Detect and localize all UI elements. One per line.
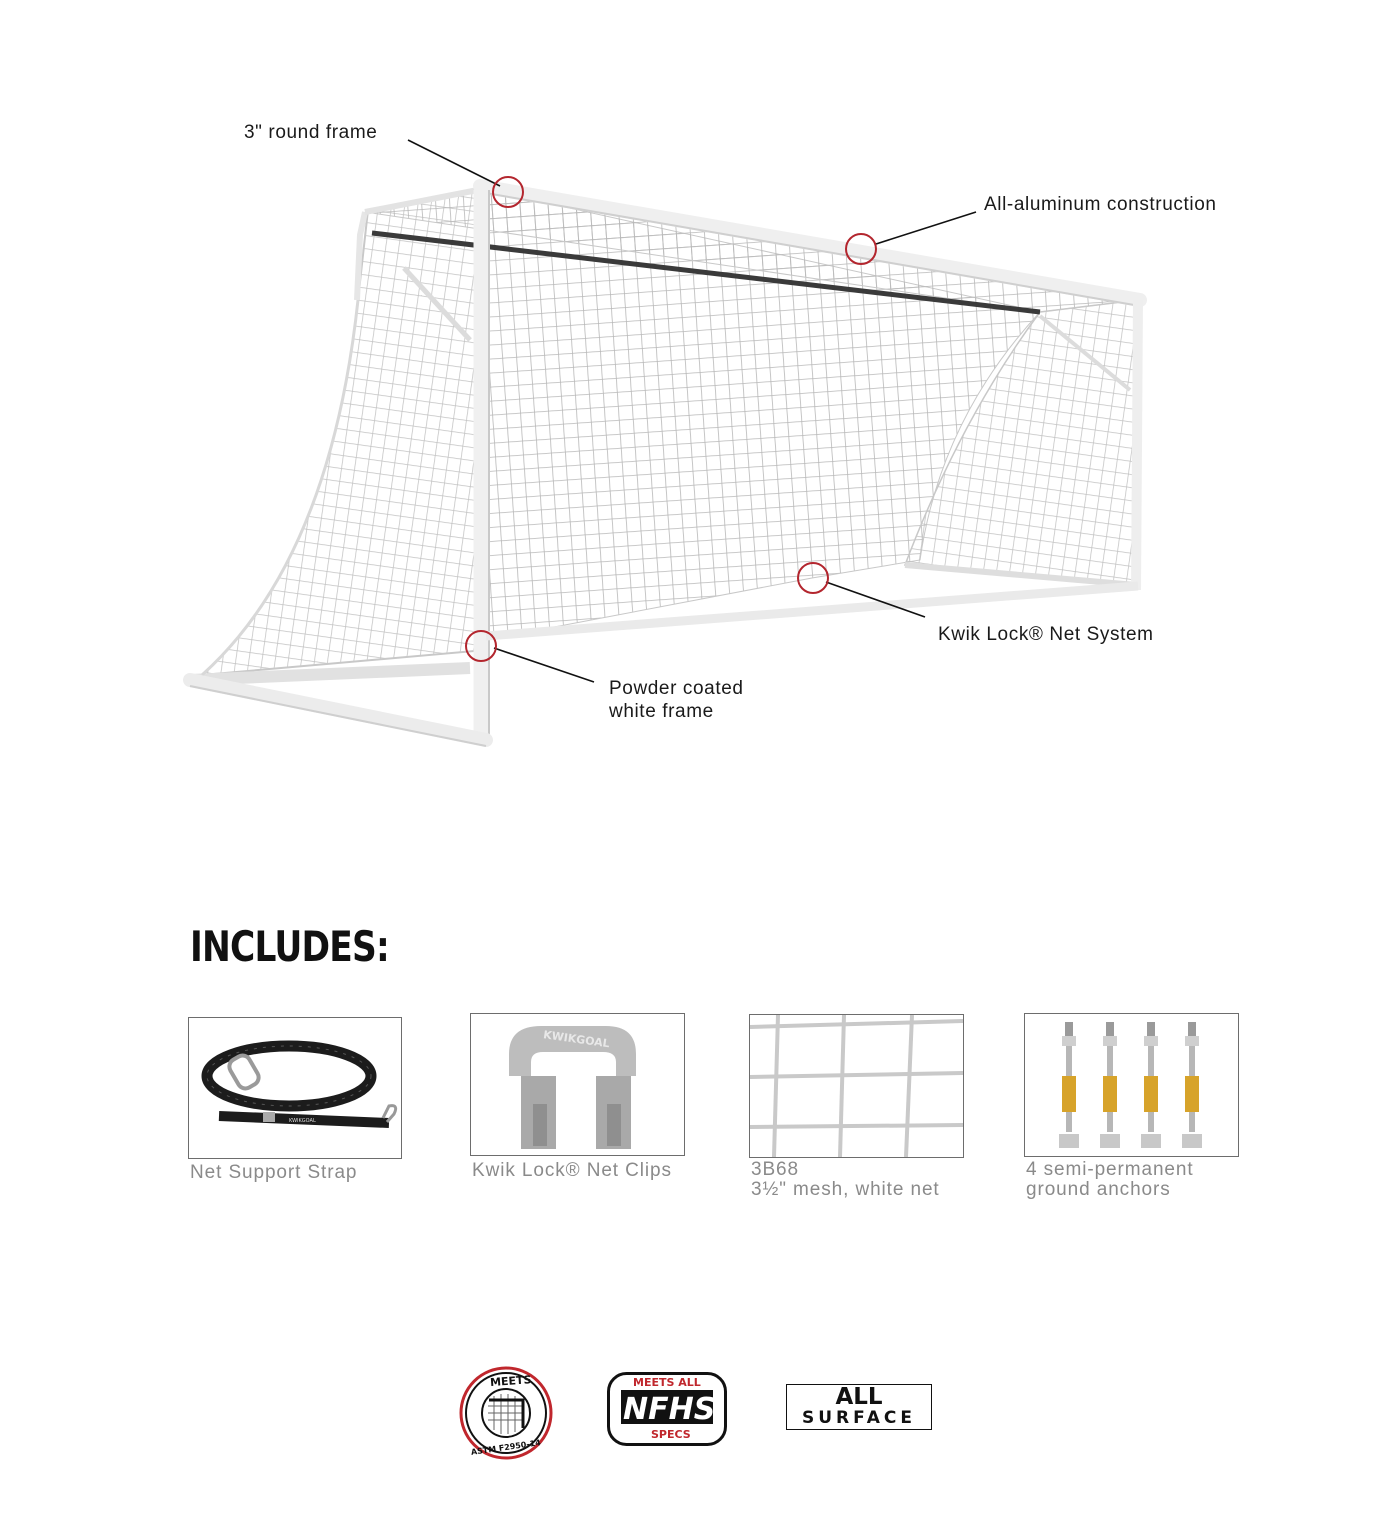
caption-anchors-line2: ground anchors [1026, 1179, 1171, 1200]
callout-aluminum: All-aluminum construction [984, 194, 1217, 215]
callout-kwik-lock: Kwik Lock® Net System [938, 624, 1154, 645]
ground-anchor-icon [1025, 1014, 1238, 1156]
callout-powder-coated: Powder coated [609, 678, 744, 699]
caption-anchors-line1: 4 semi-permanent [1026, 1159, 1194, 1180]
nfhs-bottom-text: SPECS [651, 1428, 691, 1441]
astm-badge [457, 1366, 555, 1460]
net-support-strap-thumbnail [188, 1017, 402, 1159]
nfhs-top-text: MEETS ALL [633, 1376, 701, 1389]
includes-heading: INCLUDES: [190, 922, 389, 971]
caption-net-model: 3B68 [751, 1159, 799, 1180]
net-mesh-thumbnail [749, 1014, 964, 1158]
all-surface-badge [786, 1384, 932, 1430]
ground-base [190, 680, 486, 740]
strap-logo-text: KWIKGOAL [289, 1118, 316, 1124]
astm-bottom-text: ASTM F2950-14 [470, 1438, 542, 1457]
caption-net-clips: Kwik Lock® Net Clips [472, 1160, 672, 1181]
callout-white-frame: white frame [609, 701, 714, 722]
all-surface-line1: ALL [835, 1384, 883, 1410]
clip-logo-text: KWIKGOAL [542, 1028, 611, 1051]
net-clip-icon [471, 1014, 684, 1155]
all-surface-line2: SURFACE [801, 1408, 917, 1428]
astm-top-text: MEETS [489, 1373, 532, 1390]
strap-icon [189, 1018, 401, 1158]
caption-net-mesh: 3½" mesh, white net [751, 1179, 940, 1200]
right-post [1136, 300, 1138, 590]
caption-net-support-strap: Net Support Strap [190, 1162, 358, 1183]
net-clips-thumbnail [470, 1013, 685, 1156]
nfhs-badge [607, 1372, 727, 1446]
left-side-net [202, 188, 488, 675]
nfhs-main-text: NFHS [623, 1392, 716, 1427]
net-mesh-icon [750, 1015, 963, 1157]
ground-anchors-thumbnail [1024, 1013, 1239, 1157]
callout-round-frame: 3" round frame [244, 122, 378, 143]
